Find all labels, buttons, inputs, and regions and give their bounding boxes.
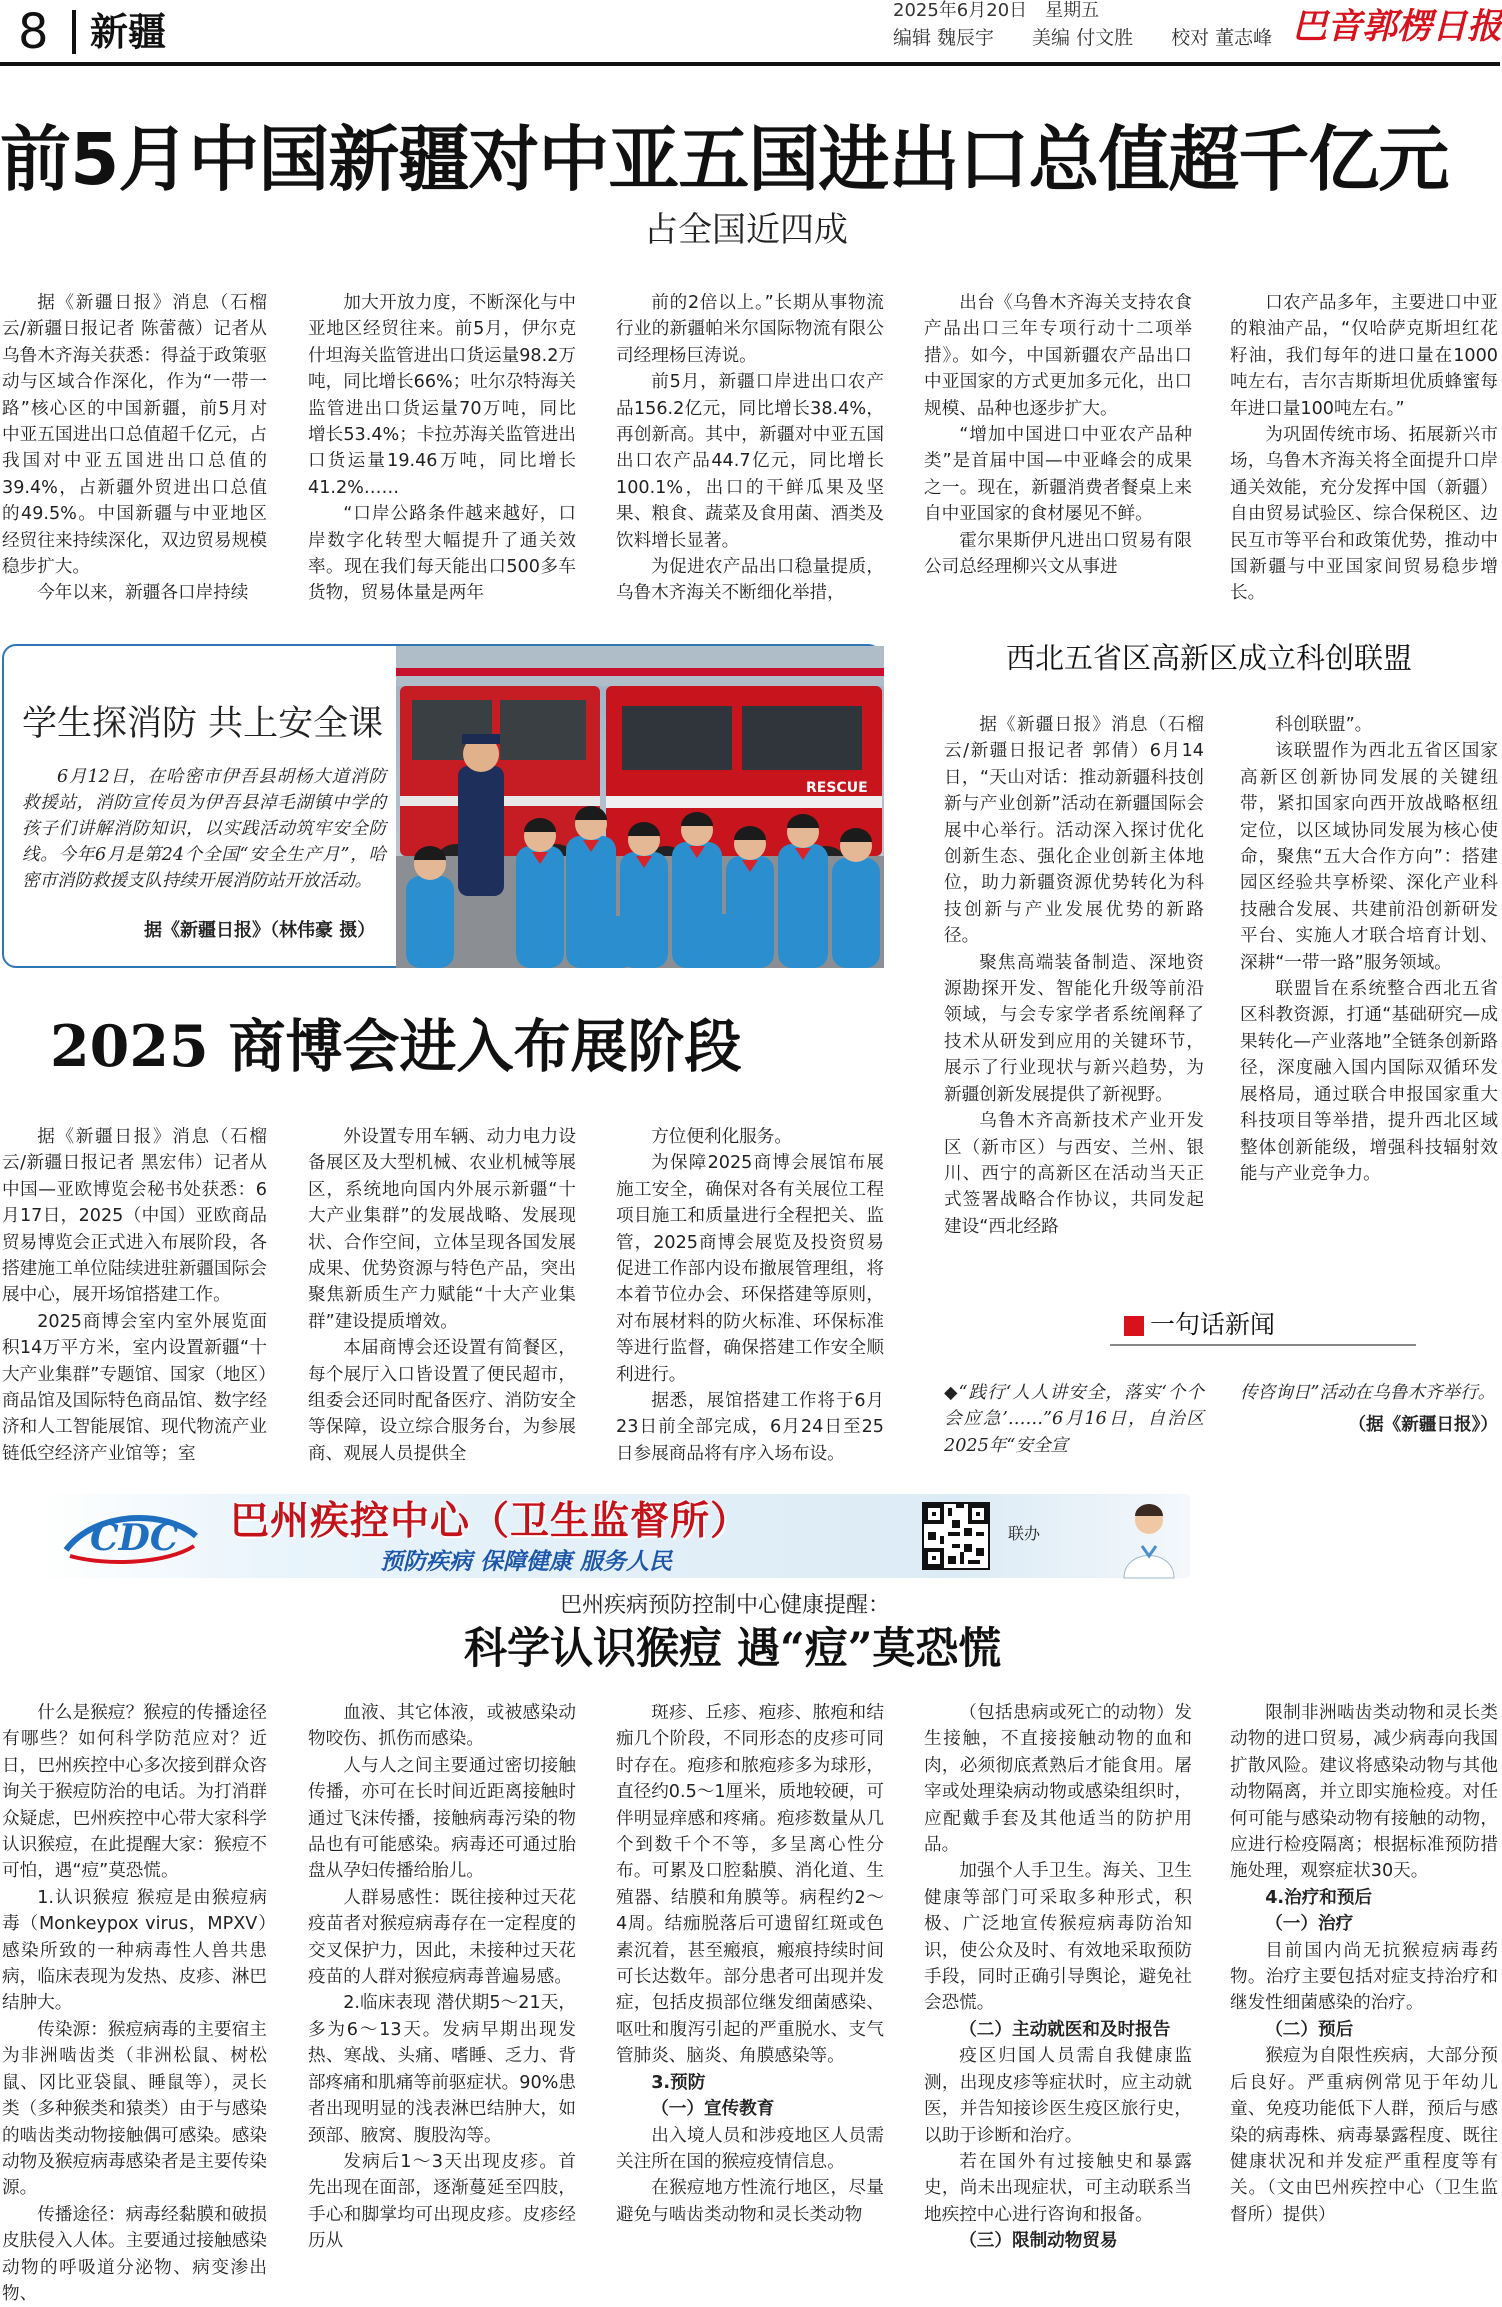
masthead-logo: 巴音郭楞日报	[1292, 6, 1502, 47]
body-paragraph: 传播途径：病毒经黏膜和破损皮肤侵入人体。主要通过接触感染动物的呼吸道分泌物、病变渗出物、	[2, 2204, 267, 2304]
body-paragraph: 斑疹、丘疹、疱疹、脓疱和结痂几个阶段，不同形态的皮疹可同时存在。疱疹和脓疱疹多为球形，直径约0.5～1厘米，质地较硬，可伴明显痒感和疼痛。疱疹数量从几个到数千个不等，多呈离心性分布。可累及口腔黏膜、消化道、生殖器、结膜和角膜等。病程约2～4周。结痂脱落后可遗留红斑或色素沉着，甚至瘢痕，瘢痕持续时间可长达数年。部分患者可出现并发症，包括皮损部位继发细菌感染、呕吐和腹泻引起的严重脱水、支气管肺炎、脑炎、角膜感染等。	[616, 1703, 884, 2067]
story1-col2	[308, 290, 576, 606]
story1-subhead: 占全国近四成	[644, 210, 848, 250]
story3-col2	[1240, 712, 1498, 1276]
body-paragraph: 口农产品多年，主要进口中亚的粮油产品，“仅哈萨克斯坦红花籽油，我们每年的进口量在1000吨左右，吉尔吉斯斯坦优质蜂蜜每年进口量100吨左右。”	[1230, 293, 1498, 419]
body-paragraph: 1.认识猴痘 猴痘是由猴痘病毒（Monkeypox virus，MPXV）感染所致的一种病毒性人兽共患病，临床表现为发热、皮疹、淋巴结肿大。	[2, 1887, 267, 2014]
cdc-joint-label: 联办	[1008, 1524, 1041, 1543]
body-paragraph: 据《新疆日报》消息（石榴云/新疆日报记者 黑宏伟）记者从中国—亚欧博览会秘书处获悉：6月17日，2025（中国）亚欧商品贸易博览会正式进入布展阶段，各搭建施工单位陆续进驻新疆国际会展中心，展开场馆搭建工作。	[2, 1127, 267, 1306]
body-paragraph: 限制非洲啮齿类动物和灵长类动物的进口贸易，减少病毒向我国扩散风险。建议将感染动物与其他动物隔离，并立即实施检疫。对任何可能与感染动物有接触的动物，应进行检疫隔离；根据标准预防措施处理，观察症状30天。	[1230, 1703, 1498, 1882]
fire-station-photo	[396, 646, 884, 968]
body-paragraph: 人与人之间主要通过密切接触传播，亦可在长时间近距离接触时通过飞沫传播，接触病毒污染的物品也有可能感染。病毒还可通过胎盘从孕妇传播给胎儿。	[308, 1755, 576, 1882]
body-paragraph: 方位便利化服务。	[651, 1127, 792, 1147]
story2-col2	[308, 1124, 576, 1464]
body-paragraph: 外设置专用车辆、动力电力设备展区及大型机械、农业机械等展区，系统地向国内外展示新疆“十大产业集群”的发展战略、发展现状、合作空间，立体呈现各国发展成果、优势资源与特色产品，突出聚焦新质生产力赋能“十大产业集群”建设提质增效。	[308, 1127, 576, 1332]
story4-col4	[924, 1700, 1192, 2252]
brief-label-text: 一句话新闻	[1150, 1310, 1276, 1339]
story1-headline: 前5月中国新疆对中亚五国进出口总值超千亿元	[0, 118, 1449, 201]
body-paragraph: （一）宣传教育	[651, 2099, 775, 2120]
story3-headline: 西北五省区高新区成立科创联盟	[1006, 641, 1413, 675]
brief-col2: 传咨询日”活动在乌鲁木齐举行。 （据《新疆日报》）	[1240, 1383, 1498, 1436]
body-paragraph: 猴痘为自限性疾病，大部分预后良好。严重病例常见于年幼儿童、免疫功能低下人群，预后与感染的病毒株、病毒暴露程度、既往健康状况和并发症严重程度等有关。（文由巴州疾控中心（卫生监督所）提供）	[1230, 2046, 1498, 2225]
brief-rule	[1110, 1344, 1416, 1346]
body-paragraph: （二）预后	[1265, 2019, 1354, 2040]
story1-col5	[1230, 290, 1498, 606]
cdc-banner	[40, 1494, 1190, 1578]
body-paragraph: 为保障2025商博会展馆布展施工安全，确保对各有关展位工程项目施工和质量进行全程把关、监管，2025商博会展览及投资贸易促进工作部内设布撤展管理组，将本着节位办会、环保搭建等原则，对布展材料的防火标准、环保标准等进行监督，确保搭建工作安全顺利进行。	[616, 1153, 884, 1385]
cdc-banner-title: 巴州疾控中心（卫生监督所）	[230, 1499, 751, 1544]
body-paragraph: 该联盟作为西北五省区国家高新区创新协同发展的关键纽带，紧扣国家向西开放战略枢纽定位，以区域协同发展为核心使命，聚焦“五大合作方向”：搭建园区经验共享桥梁、深化产业科技融合发展、共建前沿创新研发平台、实施人才联合培育计划、深耕“一带一路”服务领域。	[1240, 741, 1498, 973]
body-paragraph: 疫区归国人员需自我健康监测，出现皮疹等症状时，应主动就医，并告知接诊医生疫区旅行史，以助于诊断和治疗。	[924, 2046, 1192, 2146]
body-paragraph: 发病后1～3天出现皮疹。首先出现在面部，逐渐蔓延至四肢，手心和脚掌均可出现皮疹。皮疹经历从	[308, 2151, 576, 2252]
editor-line: 编辑 魏辰宇 美编 付文胜 校对 董志峰	[893, 27, 1273, 49]
body-paragraph: 3.预防	[651, 2072, 706, 2093]
story3-col1	[944, 712, 1204, 1276]
body-paragraph: 霍尔果斯伊凡进出口贸易有限公司总经理柳兴文从事进	[924, 530, 1192, 578]
story4-col3	[616, 1700, 884, 2225]
body-paragraph: 据悉，展馆搭建工作将于6月23日前全部完成，6月24日至25日参展商品将有序入场布设。	[616, 1391, 884, 1464]
cdc-logo-icon	[56, 1506, 204, 1568]
qr-code	[922, 1502, 990, 1570]
page-header	[0, 0, 1500, 64]
body-paragraph: 4.治疗和预后	[1265, 1887, 1373, 1908]
body-paragraph: 血液、其它体液，或被感染动物咬伤、抓伤而感染。	[308, 1703, 576, 1750]
body-paragraph: （二）主动就医和及时报告	[959, 2019, 1171, 2040]
body-paragraph: 2025商博会室内室外展览面积14万平方米，室内设置新疆“十大产业集群”专题馆、国家（地区）商品馆及国际特色商品馆、数字经济和人工智能展馆、现代物流产业链低空经济产业馆等；室	[2, 1311, 267, 1464]
svg-text:RESCUE: RESCUE	[806, 780, 868, 796]
story1-col1	[2, 290, 267, 606]
photo-caption: 6月12日，在哈密市伊吾县胡杨大道消防救援站，消防宣传员为伊吾县淖毛湖镇中学的孩子们讲解消防知识，以实践活动筑牢安全防线。今年6月是第24个全国“安全生产月”，哈密市消防救援支队持续开展消防站开放活动。	[22, 767, 386, 891]
body-paragraph: 什么是猴痘？猴痘的传播途径有哪些？如何科学防范应对？近日，巴州疾控中心多次接到群众咨询关于猴痘防治的电话。为打消群众疑虑，巴州疾控中心带大家科学认识猴痘，在此提醒大家：猴痘不可怕，遇“痘”莫恐慌。	[2, 1703, 267, 1882]
svg-text:CDC: CDC	[90, 1517, 179, 1559]
brief-square-icon	[1124, 1316, 1144, 1336]
brief-col1: ◆“践行‘人人讲安全，落实‘个个会应急’……”6月16日，自治区2025年“安全宣	[944, 1383, 1204, 1456]
story4-kicker: 巴州疾病预防控制中心健康提醒：	[560, 1593, 891, 1618]
page-number: 8	[18, 4, 49, 60]
body-paragraph: 传染源：猴痘病毒的主要宿主为非洲啮齿类（非洲松鼠、树松鼠、冈比亚袋鼠、睡鼠等），灵长类（多种猴类和猿类）由于与感染的啮齿类动物接触偶可感染。感染动物及猴痘病毒感染者是主要传染源。	[2, 2019, 267, 2199]
body-paragraph: 人群易感性：既往接种过天花疫苗者对猴痘病毒存在一定程度的交叉保护力，因此，未接种过天花疫苗的人群对猴痘病毒普遍易感。	[308, 1887, 576, 1988]
header-rule	[0, 62, 1500, 66]
body-paragraph: 2.临床表现 潜伏期5～21天，多为6～13天。发病早期出现发热、寒战、头痛、嗜睡、乏力、背部疼痛和肌痛等前驱症状。90%患者出现明显的浅表淋巴结肿大，如颈部、腋窝、腹股沟等。	[308, 1993, 576, 2146]
body-paragraph: 前5月，新疆口岸进出口农产品156.2亿元，同比增长38.4%，再创新高。其中，新疆对中亚五国出口农产品44.7亿元，同比增长100.1%，出口的干鲜瓜果及坚果、粮食、蔬菜及食用菌、酒类及饮料增长显著。	[616, 372, 884, 551]
doctor-illustration-icon	[1114, 1498, 1184, 1578]
body-paragraph: 科创联盟”。	[1275, 715, 1373, 735]
body-paragraph: “增加中国进口中亚农产品种类”是首届中国—中亚峰会的成果之一。现在，新疆消费者餐桌上来自中亚国家的食材屡见不鲜。	[924, 425, 1192, 525]
body-paragraph: 联盟旨在系统整合西北五省区科教资源，打通“基础研究—成果转化—产业落地”全链条创新路径，深度融入国内国际双循环发展格局，通过联合申报国家重大科技项目等举措，提升西北区域整体创新能级，增强科技辐射效能与产业竞争力。	[1240, 979, 1498, 1184]
body-paragraph: 加强个人手卫生。海关、卫生健康等部门可采取多种形式，积极、广泛地宣传猴痘病毒防治知识，使公众及时、有效地采取预防手段，同时正确引导舆论，避免社会恐慌。	[924, 1861, 1192, 2014]
body-paragraph: （一）治疗	[1265, 1914, 1354, 1935]
story4-headline: 科学认识猴痘 遇“痘”莫恐慌	[464, 1624, 1002, 1674]
story2-col1	[2, 1124, 267, 1464]
body-paragraph: （包括患病或死亡的动物）发生接触，不直接接触动物的血和肉，必须彻底煮熟后才能食用。屠宰或处理染病动物或感染组织时，应配戴手套及其他适当的防护用品。	[924, 1703, 1192, 1856]
body-paragraph: 据《新疆日报》消息（石榴云/新疆日报记者 郭倩）6月14日，“天山对话：推动新疆科技创新与产业创新”活动在新疆国际会展中心举行。活动深入探讨优化创新生态、强化企业创新主体地位，助力新疆资源优势转化为科技创新与产业发展优势的新路径。	[944, 715, 1204, 947]
body-paragraph: 本届商博会还设置有简餐区，每个展厅入口皆设置了便民超市，组委会还同时配备医疗、消防安全等保障，设立综合服务台，为参展商、观展人员提供全	[308, 1338, 576, 1464]
body-paragraph: 在猴痘地方性流行地区，尽量避免与啮齿类动物和灵长类动物	[616, 2178, 884, 2225]
photo-feature-box	[2, 644, 882, 968]
photo-title: 学生探消防 共上安全课	[22, 704, 384, 744]
body-paragraph: 乌鲁木齐高新技术产业开发区（新市区）与西安、兰州、银川、西宁的高新区在活动当天正式签署战略合作协议，共同发起建设“西北经路	[944, 1111, 1204, 1237]
section-name: 新疆	[90, 10, 167, 54]
body-paragraph: 出台《乌鲁木齐海关支持农食产品出口三年专项行动十二项举措》。如今，中国新疆农产品出口中亚国家的方式更加多元化，出口规模、品种也逐步扩大。	[924, 293, 1192, 419]
story1-col4	[924, 290, 1192, 606]
body-paragraph: 出入境人员和涉疫地区人员需关注所在国的猴痘疫情信息。	[616, 2125, 884, 2172]
photo-credit: 据《新疆日报》（林伟豪 摄）	[144, 920, 376, 941]
story2-col3	[616, 1124, 884, 1464]
body-paragraph: 加大开放力度，不断深化与中亚地区经贸往来。前5月，伊尔克什坦海关监管进出口货运量98.2万吨，同比增长66%；吐尔尕特海关监管进出口货运量70万吨，同比增长53.4%；卡拉苏海关监管进出口货运量19.46万吨，同比增长41.2%……	[308, 293, 576, 498]
body-paragraph: “口岸公路条件越来越好，口岸数字化转型大幅提升了通关效率。现在我们每天能出口500多车货物，贸易体量是两年	[308, 504, 576, 604]
photo-image	[396, 646, 884, 968]
story4-col5	[1230, 1700, 1498, 2225]
story4-col2	[308, 1700, 576, 2252]
date-line: 2025年6月20日 星期五	[893, 0, 1100, 21]
body-paragraph: 若在国外有过接触史和暴露史，尚未出现症状，可主动联系当地疾控中心进行咨询和报备。	[924, 2151, 1192, 2225]
body-paragraph: 目前国内尚无抗猴痘病毒药物。治疗主要包括对症支持治疗和继发性细菌感染的治疗。	[1230, 1940, 1498, 2014]
body-paragraph: 据《新疆日报》消息（石榴云/新疆日报记者 陈蕾薇）记者从乌鲁木齐海关获悉：得益于政策驱动与区域合作深化，作为“一带一路”核心区的中国新疆，前5月对中亚五国进出口总值超千亿元，占我国对中亚五国进出口总值的39.4%，占新疆外贸进出口总值的49.5%。中国新疆与中亚地区经贸往来持续深化，双边贸易规模稳步扩大。	[2, 293, 267, 578]
body-paragraph: 聚焦高端装备制造、深地资源勘探开发、智能化升级等前沿领域，与会专家学者系统阐释了技术从研发到应用的关键环节，展示了行业现状与新兴趋势，为新疆创新发展提供了新视野。	[944, 952, 1204, 1105]
story4-col1	[2, 1700, 267, 2304]
body-paragraph: 为巩固传统市场、拓展新兴市场，乌鲁木齐海关将全面提升口岸通关效能，充分发挥中国（新疆）自由贸易试验区、综合保税区、边民互市等平台和政策优势，推动中国新疆与中亚国家间贸易稳步增长。	[1230, 425, 1498, 604]
story1-col3	[616, 290, 884, 606]
body-paragraph: 为促进农产品出口稳量提质，乌鲁木齐海关不断细化举措，	[616, 557, 884, 604]
body-paragraph: （三）限制动物贸易	[959, 2231, 1118, 2252]
story2-headline: 2025 商博会进入布展阶段	[50, 1013, 742, 1080]
cdc-banner-slogan: 预防疾病 保障健康 服务人民	[380, 1549, 673, 1575]
body-paragraph: 前的2倍以上。”长期从事物流行业的新疆帕米尔国际物流有限公司经理杨巨涛说。	[616, 293, 884, 366]
body-paragraph: 今年以来，新疆各口岸持续	[37, 583, 249, 604]
